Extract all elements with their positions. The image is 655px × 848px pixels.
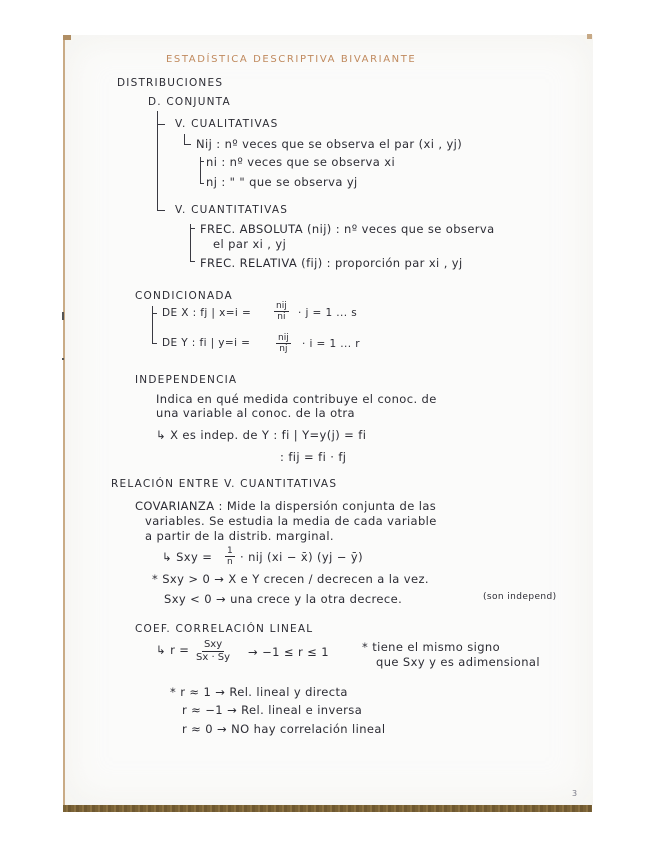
section-heading-distribuciones: DISTRIBUCIONES bbox=[117, 77, 224, 89]
page-title: ESTADÍSTICA DESCRIPTIVA BIVARIANTE bbox=[166, 54, 417, 65]
independencia-text-2: una variable al conoc. de la otra bbox=[156, 406, 355, 420]
independencia-text-1: Indica en qué medida contribuye el conoc. de bbox=[156, 392, 437, 406]
page-bottom-edge bbox=[63, 805, 592, 812]
tree-line bbox=[190, 261, 195, 262]
correlacion-case-2: r ≈ −1 → Rel. lineal e inversa bbox=[182, 703, 363, 717]
covarianza-text-1: COVARIANZA : Mide la dispersión conjunta de las bbox=[135, 499, 437, 513]
margin-mark bbox=[62, 358, 64, 360]
tree-line bbox=[200, 161, 204, 162]
fraction-numerator: 1 bbox=[227, 546, 233, 556]
correlacion-case-3: r ≈ 0 → NO hay correlación lineal bbox=[182, 722, 386, 736]
independencia-rule-1: ↳ X es indep. de Y : fi | Y=y(j) = fi bbox=[156, 428, 367, 442]
section-heading-relacion: RELACIÓN ENTRE V. CUANTITATIVAS bbox=[111, 478, 338, 490]
tree-line bbox=[190, 228, 195, 229]
heading-independencia: INDEPENDENCIA bbox=[135, 374, 238, 386]
covarianza-formula-prefix: ↳ Sxy = bbox=[162, 550, 213, 564]
correlacion-formula-prefix: ↳ r = bbox=[156, 643, 190, 657]
page-corner-mark bbox=[587, 34, 592, 39]
covarianza-text-3: a partir de la distrib. marginal. bbox=[145, 529, 334, 543]
cond-x-fraction bbox=[274, 301, 289, 322]
def-nij: Nij : nº veces que se observa el par (xi , yj) bbox=[196, 137, 463, 151]
tree-line bbox=[157, 210, 165, 211]
tree-line bbox=[157, 124, 165, 125]
def-ni: ni : nº veces que se observa xi bbox=[206, 155, 396, 169]
heading-cualitativas: V. CUALITATIVAS bbox=[175, 118, 279, 130]
cond-y-fraction bbox=[276, 333, 291, 354]
covarianza-negative: Sxy < 0 → una crece y la otra decrece. bbox=[164, 592, 403, 606]
page-corner-mark bbox=[63, 35, 71, 40]
tree-line bbox=[157, 111, 158, 211]
tree-line bbox=[200, 183, 204, 184]
covarianza-fraction bbox=[225, 546, 235, 567]
cond-y-range: · i = 1 ... r bbox=[302, 338, 360, 350]
covarianza-text-2: variables. Se estudia la media de cada variable bbox=[145, 514, 437, 528]
correlacion-note-2: que Sxy y es adimensional bbox=[376, 655, 540, 669]
cond-y-label: DE Y : fi | y=i = bbox=[162, 337, 251, 349]
heading-correlacion: COEF. CORRELACIÓN LINEAL bbox=[135, 623, 314, 635]
fraction-numerator: nij bbox=[278, 333, 289, 343]
margin-mark bbox=[62, 312, 64, 320]
cond-x-range: · j = 1 ... s bbox=[298, 307, 358, 319]
independencia-rule-2: : fij = fi · fj bbox=[280, 450, 347, 464]
fraction-denominator: n bbox=[227, 557, 233, 567]
frec-absoluta-cont: el par xi , yj bbox=[213, 237, 287, 251]
fraction-numerator: Sxy bbox=[203, 639, 223, 650]
correlacion-case-1: * r ≈ 1 → Rel. lineal y directa bbox=[170, 685, 348, 699]
cond-x-label: DE X : fj | x=i = bbox=[162, 307, 252, 319]
frec-absoluta: FREC. ABSOLUTA (nij) : nº veces que se observa bbox=[200, 222, 495, 236]
tree-line bbox=[152, 343, 157, 344]
correlacion-fraction bbox=[196, 639, 230, 664]
tree-line bbox=[184, 144, 191, 145]
fraction-denominator: nj bbox=[279, 344, 288, 354]
page-number: 3 bbox=[572, 789, 578, 798]
correlacion-note-1: * tiene el mismo signo bbox=[362, 640, 501, 654]
frec-relativa: FREC. RELATIVA (fij) : proporción par xi , yj bbox=[200, 256, 463, 270]
heading-condicionada: CONDICIONADA bbox=[135, 290, 233, 302]
tree-line bbox=[152, 313, 157, 314]
correlacion-range: → −1 ≤ r ≤ 1 bbox=[248, 645, 329, 659]
tree-line bbox=[190, 224, 191, 262]
fraction-denominator: ni bbox=[277, 312, 286, 322]
fraction-numerator: nij bbox=[276, 301, 287, 311]
covarianza-negative-note: (son independ) bbox=[483, 592, 557, 602]
def-nj: nj : " " que se observa yj bbox=[206, 175, 358, 189]
fraction-denominator: Sx · Sy bbox=[196, 652, 231, 663]
covarianza-formula-suffix: · nij (xi − x̄) (yj − ȳ) bbox=[240, 550, 363, 564]
heading-cuantitativas: V. CUANTITATIVAS bbox=[175, 204, 289, 216]
covarianza-positive: * Sxy > 0 → X e Y crecen / decrecen a la vez. bbox=[152, 572, 429, 586]
tree-line bbox=[152, 306, 153, 344]
subheading-conjunta: D. CONJUNTA bbox=[148, 96, 231, 108]
